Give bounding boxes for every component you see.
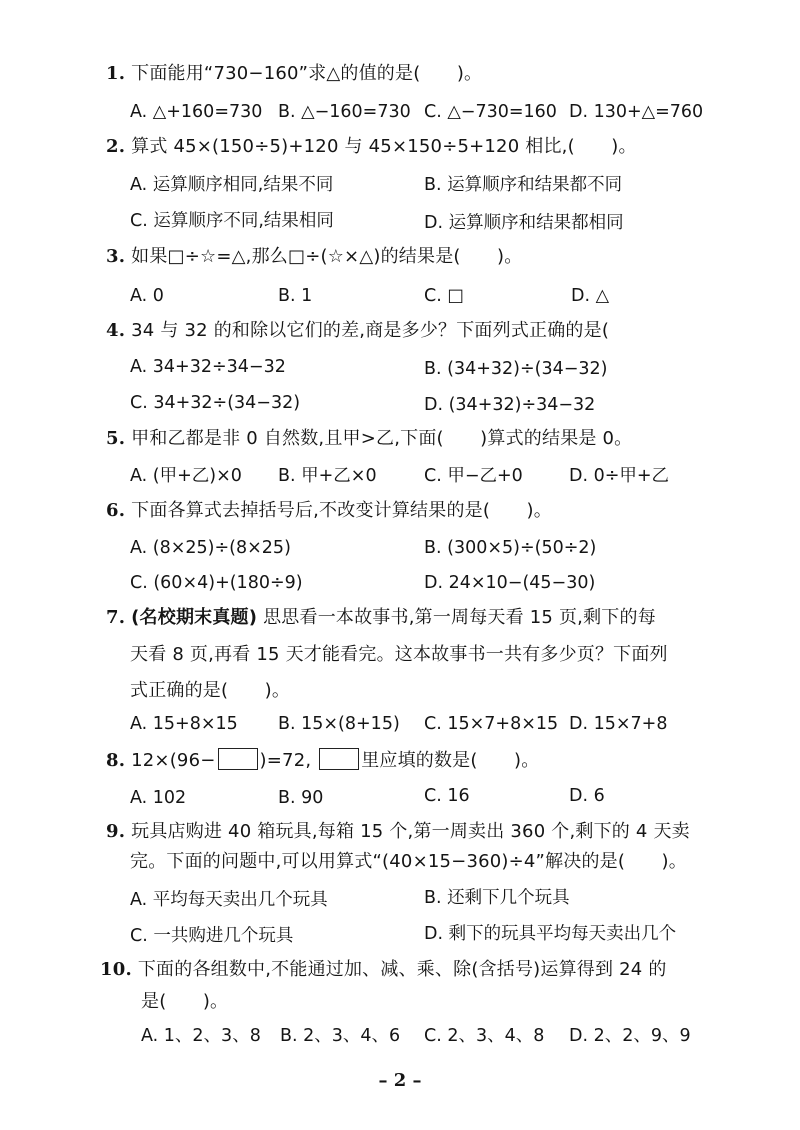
question-4 <box>106 319 609 343</box>
source-tag: (名校期末真题) <box>131 607 258 628</box>
question-stem: 34 与 32 的和除以它们的差,商是多少？下面列式正确的是( <box>131 320 610 341</box>
question-stem-line: 天看 8 页,再看 15 天才能看完。这本故事书一共有多少页？下面列 <box>130 644 668 665</box>
question-9 <box>106 820 690 844</box>
option-a: A. 15+8×15 <box>130 714 238 734</box>
option-b: B. △−160=730 <box>278 102 411 122</box>
option-b: B. (34+32)÷(34−32) <box>424 359 608 379</box>
question-number: 6. <box>106 500 126 521</box>
option-d: D. 15×7+8 <box>569 714 668 734</box>
question-stem-line: 式正确的是( )。 <box>130 680 291 701</box>
question-number: 5. <box>106 428 126 449</box>
option-b: B. 运算顺序和结果都不同 <box>424 175 623 195</box>
option-d: D. 2、2、9、9 <box>569 1026 691 1046</box>
option-a: A. 102 <box>130 788 187 808</box>
option-c: C. 15×7+8×15 <box>424 714 559 734</box>
option-b: B. (300×5)÷(50÷2) <box>424 538 597 558</box>
option-d: D. (34+32)÷34−32 <box>424 395 596 415</box>
question-number: 9. <box>106 821 126 842</box>
question-number: 1. <box>106 63 126 84</box>
option-a: A. 运算顺序相同,结果不同 <box>130 175 334 195</box>
answer-blank-box[interactable] <box>319 748 359 770</box>
option-d: D. 0÷甲+乙 <box>569 466 670 486</box>
option-c: C. 运算顺序不同,结果相同 <box>130 211 334 231</box>
question-5 <box>106 427 632 451</box>
question-number: 4. <box>106 320 126 341</box>
option-c: C. 2、3、4、8 <box>424 1026 545 1046</box>
question-stem: 下面各算式去掉括号后,不改变计算结果的是( )。 <box>131 500 552 521</box>
question-3 <box>106 245 522 269</box>
question-stem-line: 是( )。 <box>141 991 229 1012</box>
option-b: B. 甲+乙×0 <box>278 466 377 486</box>
option-c: C. △−730=160 <box>424 102 557 122</box>
question-stem: 如果□÷☆=△,那么□÷(☆×△)的结果是( )。 <box>131 246 523 267</box>
option-a: A. 平均每天卖出几个玩具 <box>130 890 328 910</box>
page-number: – 2 – <box>378 1070 422 1091</box>
question-7 <box>106 606 656 630</box>
question-number: 8. <box>106 750 126 771</box>
question-stem: 下面的各组数中,不能通过加、减、乘、除(含括号)运算得到 24 的 <box>137 959 667 980</box>
option-b: B. 还剩下几个玩具 <box>424 888 570 908</box>
option-b: B. 15×(8+15) <box>278 714 400 734</box>
question-number: 10. <box>100 959 132 980</box>
question-stem-part: )=72, <box>259 750 312 771</box>
option-c: C. □ <box>424 286 464 306</box>
option-d: D. 130+△=760 <box>569 102 704 122</box>
option-d: D. 运算顺序和结果都相同 <box>424 213 624 233</box>
option-d: D. 24×10−(45−30) <box>424 573 596 593</box>
option-a: A. (8×25)÷(8×25) <box>130 538 291 558</box>
option-a: A. △+160=730 <box>130 102 263 122</box>
option-d: D. 6 <box>569 786 605 806</box>
option-b: B. 90 <box>278 788 324 808</box>
question-stem-part: 里应填的数是( )。 <box>361 750 540 771</box>
question-number: 2. <box>106 136 126 157</box>
question-stem: 甲和乙都是非 0 自然数,且甲>乙,下面( )算式的结果是 0。 <box>131 428 633 449</box>
option-c: C. 一共购进几个玩具 <box>130 926 294 946</box>
option-b: B. 1 <box>278 286 313 306</box>
question-8 <box>106 748 539 773</box>
option-a: A. 0 <box>130 286 164 306</box>
answer-blank-box[interactable] <box>218 748 258 770</box>
option-d: D. 剩下的玩具平均每天卖出几个 <box>424 924 677 944</box>
option-c: C. 16 <box>424 786 470 806</box>
question-6 <box>106 499 552 523</box>
option-a: A. (甲+乙)×0 <box>130 466 242 486</box>
option-a: A. 1、2、3、8 <box>141 1026 261 1046</box>
question-stem: 算式 45×(150÷5)+120 与 45×150÷5+120 相比,( )。 <box>131 136 637 157</box>
question-stem-line: 完。下面的问题中,可以用算式“(40×15−360)÷4”解决的是( )。 <box>130 851 687 872</box>
question-1 <box>106 62 482 86</box>
option-d: D. △ <box>571 286 610 306</box>
question-stem: 思思看一本故事书,第一周每天看 15 页,剩下的每 <box>263 607 656 628</box>
option-c: C. (60×4)+(180÷9) <box>130 573 303 593</box>
question-number: 7. <box>106 607 126 628</box>
question-stem: 下面能用“730−160”求△的值的是( )。 <box>131 63 483 84</box>
option-c: C. 甲−乙+0 <box>424 466 523 486</box>
question-10 <box>100 958 667 982</box>
option-c: C. 34+32÷(34−32) <box>130 393 301 413</box>
question-number: 3. <box>106 246 126 267</box>
question-stem-part: 12×(96− <box>131 750 216 771</box>
question-stem: 玩具店购进 40 箱玩具,每箱 15 个,第一周卖出 360 个,剩下的 4 天卖 <box>131 821 690 842</box>
question-2 <box>106 135 637 159</box>
option-b: B. 2、3、4、6 <box>280 1026 401 1046</box>
option-a: A. 34+32÷34−32 <box>130 357 286 377</box>
